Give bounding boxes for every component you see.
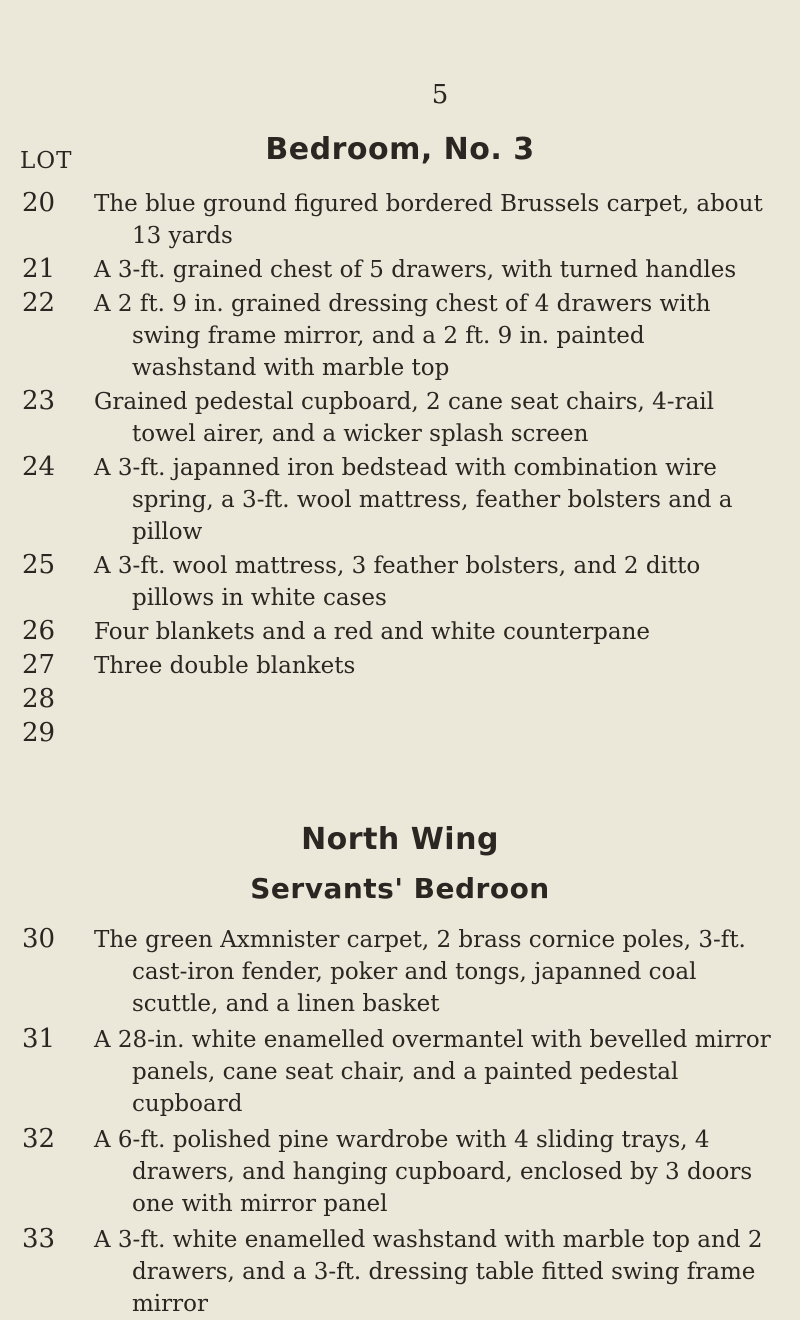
page-number: 5	[431, 80, 449, 110]
lot-description: Four blankets and a red and white counterpane	[94, 619, 651, 645]
section-title-bedroom: Bedroom, No. 3	[265, 132, 535, 167]
lot-description: A 6-ft. polished pine wardrobe with 4 sliding trays, 4 drawers, and hanging cupboard, enclosed by 3 doors one with mirror panel	[94, 1127, 753, 1217]
lot-number: 32	[22, 1124, 56, 1154]
lot-description: A 2 ft. 9 in. grained dressing chest of 4 drawers with swing frame mirror, and a 2 ft. 9 in. painted washstand with marble top	[94, 291, 711, 381]
lot-number: 23	[22, 386, 56, 416]
lot-number: 20	[22, 188, 56, 218]
section-title-north-wing: North Wing	[301, 822, 499, 857]
lot-description: A 3-ft. grained chest of 5 drawers, with turned handles	[94, 257, 737, 283]
lot-number: 29	[22, 718, 56, 748]
lot-number: 26	[22, 616, 56, 646]
lot-number: 33	[22, 1224, 56, 1254]
lot-number: 28	[22, 684, 56, 714]
lot-description: A 3-ft. japanned iron bedstead with combination wire spring, a 3-ft. wool mattress, feather bolsters and a pillow	[94, 455, 733, 545]
lot-description: Grained pedestal cupboard, 2 cane seat chairs, 4-rail towel airer, and a wicker splash screen	[94, 389, 714, 447]
lot-number: 30	[22, 924, 56, 954]
lot-number: 31	[22, 1024, 56, 1054]
lot-number: 25	[22, 550, 56, 580]
lot-description: The blue ground figured bordered Brussels carpet, about 13 yards	[94, 191, 763, 249]
section-subtitle-servants-bedroom: Servants' Bedroon	[250, 872, 550, 905]
lot-number: 24	[22, 452, 56, 482]
lot-number: 22	[22, 288, 56, 318]
lot-number: 21	[22, 254, 56, 284]
lot-number: 27	[22, 650, 56, 680]
lot-description: A 28-in. white enamelled overmantel with bevelled mirror panels, cane seat chair, and a painted pedestal cupboard	[94, 1027, 771, 1117]
lot-description: A 3-ft. white enamelled washstand with marble top and 2 drawers, and a 3-ft. dressing table fitted swing frame mirror	[94, 1227, 763, 1317]
lot-column-header: LOT	[20, 148, 73, 174]
lot-description: The green Axmnister carpet, 2 brass cornice poles, 3-ft. cast-iron fender, poker and tongs, japanned coal scuttle, and a linen basket	[94, 927, 746, 1017]
lot-description: A 3-ft. wool mattress, 3 feather bolsters, and 2 ditto pillows in white cases	[94, 553, 701, 611]
lot-description: Three double blankets	[94, 653, 356, 679]
